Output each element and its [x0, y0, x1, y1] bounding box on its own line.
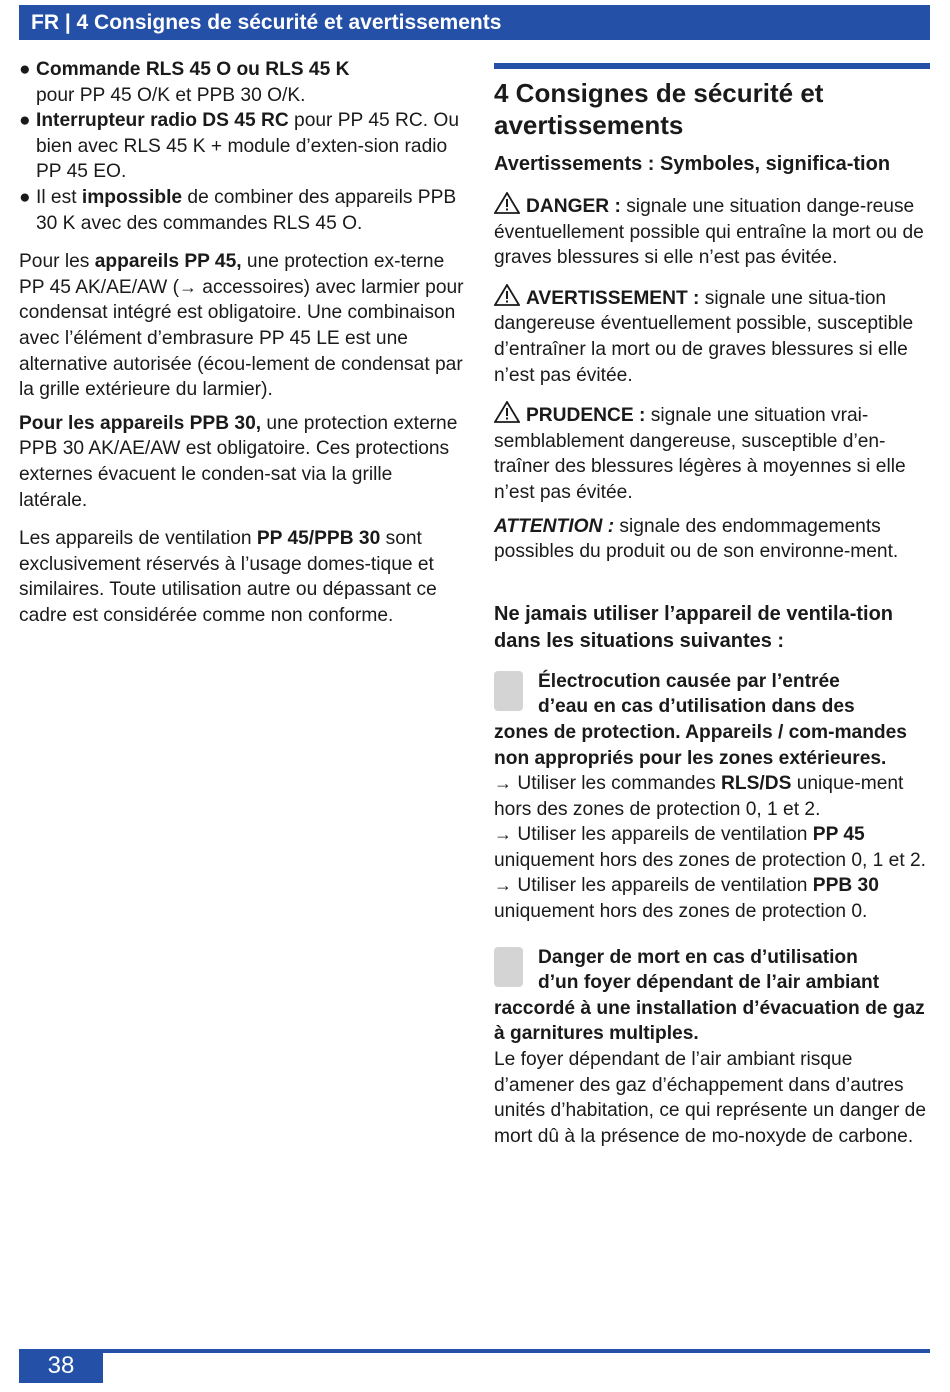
list-item [494, 771, 930, 822]
page-number: 38 [19, 1349, 103, 1383]
warning-label: DANGER : [526, 196, 621, 217]
text: accessoires) avec larmier pour condensat intégré est obligatoire. Une combinaison avec l’élément d’embrasure PP 45 LE est une alternative autorisée (écou-lement de condensat par la grille extérieure du larmier). [19, 276, 464, 401]
block-title: d’eau en cas d’utilisation dans des [538, 696, 855, 718]
danger-symbol-icon [494, 947, 523, 987]
text: Pour les [19, 251, 95, 273]
block-title: raccordé à une installation d’évacuation de gaz à garnitures multiples. [494, 997, 925, 1045]
bold-text: Pour les appareils PPB 30, [19, 412, 262, 434]
block-text: Le foyer dépendant de l’air ambiant risque d’amener des gaz d’échappement dans d’autres unités d’habitation, ce qui représente un danger de mort dû à la présence de mo-noxyde de carbone. [494, 1049, 927, 1147]
section-subtitle: Avertissements : Symboles, significa-tion [494, 153, 891, 175]
text: Les appareils de ventilation [19, 528, 257, 550]
footer-rule [103, 1349, 930, 1353]
warning-prudence [494, 401, 930, 505]
warning-text: signale des endommagements possibles du produit ou de son environne-ment. [494, 515, 899, 563]
text: unique-ment hors des zones de protection 0, 1 et 2. [494, 773, 904, 820]
warning-text: signale une situa-tion dangereuse éventuellement possible, susceptible d’entraîner la mort ou de graves blessures si elle n’est pas évitée. [494, 287, 914, 386]
bold-text: PP 45/PPB 30 [256, 528, 381, 550]
paragraph-ppb30 [19, 411, 464, 513]
bullet-bold: Interrupteur radio DS 45 RC [36, 110, 289, 132]
bullet-bold: impossible [81, 186, 183, 208]
page-header [19, 5, 930, 40]
bullet-text: Ou bien avec RLS 45 K + module d’exten-sion radio PP 45 EO. [36, 110, 460, 183]
warning-text: signale une situation dange-reuse éventuellement possible qui entraîne la mort ou de graves blessures si elle n’est pas évitée. [494, 196, 924, 269]
warning-triangle-icon [494, 192, 520, 214]
left-column [19, 57, 464, 628]
section-heading: Ne jamais utiliser l’appareil de ventila-tion dans les situations suivantes : [494, 602, 894, 652]
paragraph-pp45 [19, 249, 464, 403]
warning-label: PRUDENCE : [526, 405, 646, 427]
arrow-right-icon: → [494, 824, 512, 845]
block-title: d’un foyer dépendant de l’air ambiant [538, 972, 880, 994]
arrow-right-icon: → [494, 773, 512, 794]
list-item [494, 873, 930, 924]
bullet-text: de combiner des appareils PPB 30 K avec des commandes RLS 45 O. [36, 186, 457, 234]
text: uniquement hors des zones de protection 0. [494, 901, 868, 923]
block-title: Électrocution causée par l’entrée [538, 670, 840, 692]
text: Utiliser les appareils de ventilation [512, 875, 813, 897]
block-title: Danger de mort en cas d’utilisation [538, 946, 858, 968]
bold-text: appareils PP 45, [94, 251, 242, 273]
bold-text: RLS/DS [721, 773, 792, 795]
paragraph-usage [19, 526, 464, 628]
bullet-dot: ● [19, 110, 31, 132]
list-item [19, 108, 464, 185]
text: une protection ex-terne PP 45 AK/AE/AW ( [19, 251, 445, 298]
danger-block-electrocution [494, 669, 930, 925]
warning-danger [494, 192, 930, 271]
bold-text: PP 45 [812, 824, 865, 846]
bold-text: PPB 30 [812, 875, 879, 897]
text: une protection externe PPB 30 AK/AE/AW est obligatoire. Ces protections externes évacuent le conden-sat via la grille latérale. [19, 412, 458, 511]
list-item [494, 822, 930, 873]
warning-text: signale une situation vrai-semblablement dangereuse, susceptible d’en-traîner des blessures légères à moyennes si elle n’est pas évitée. [494, 405, 906, 503]
arrow-right-icon: → [494, 875, 512, 896]
right-column [494, 63, 930, 1149]
arrow-right-icon: → [178, 276, 197, 297]
section-title: 4 Consignes de sécurité et avertissements [494, 78, 824, 140]
warning-avertissement [494, 284, 930, 388]
warning-label: ATTENTION : [494, 515, 615, 537]
text: sont exclusivement réservés à l’usage domes-tique et similaires. Toute utilisation autre ou dépassant ce cadre est considérée comme non conforme. [19, 528, 437, 626]
warning-label: AVERTISSEMENT : [526, 287, 700, 309]
text: uniquement hors des zones de protection 0, 1 et 2. [494, 849, 926, 871]
list-item [19, 57, 464, 108]
bullet-text: Il est [36, 186, 82, 208]
bullet-text: pour PP 45 RC. [288, 110, 429, 132]
list-item [19, 185, 464, 236]
bullet-dot: ● [19, 59, 31, 80]
block-title: zones de protection. Appareils / com-mandes non appropriés pour les zones extérieures. [494, 721, 907, 769]
warning-attention [494, 514, 930, 565]
bullet-dot: ● [19, 186, 31, 208]
text: Utiliser les commandes [512, 773, 721, 795]
bullet-bold: Commande RLS 45 O ou RLS 45 K [36, 59, 350, 80]
header-title: FR | 4 Consignes de sécurité et avertissements [31, 11, 502, 34]
danger-symbol-icon [494, 671, 523, 711]
danger-block-foyer [494, 945, 930, 1150]
bullet-text: pour PP 45 O/K et PPB 30 O/K. [36, 84, 306, 106]
text: Utiliser les appareils de ventilation [512, 824, 813, 846]
warning-triangle-icon [494, 284, 520, 306]
warning-triangle-icon [494, 401, 520, 423]
